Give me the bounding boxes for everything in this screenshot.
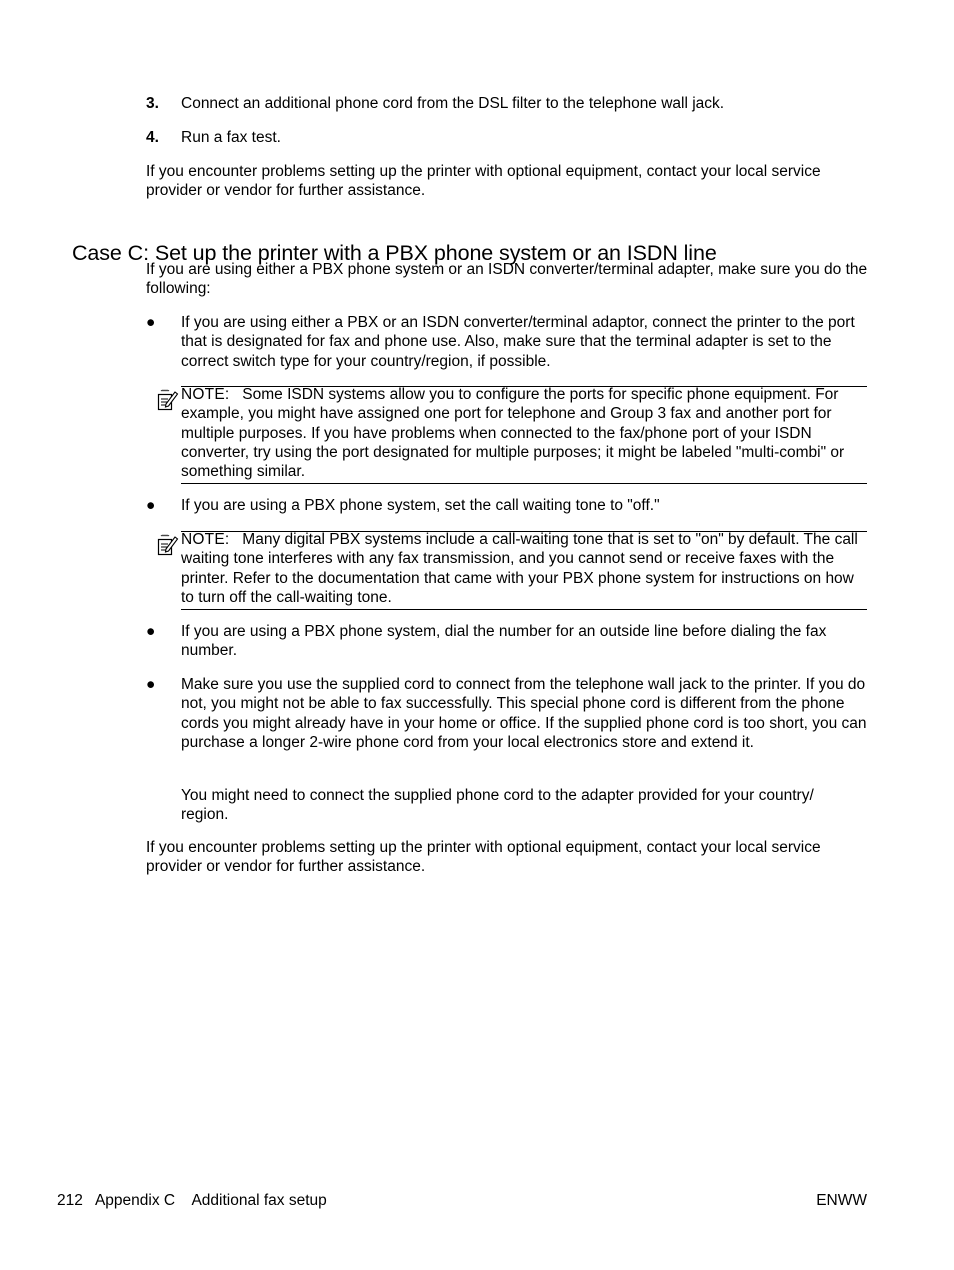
- step-text-3: Connect an additional phone cord from the DSL filter to the telephone wall jack.: [181, 95, 725, 112]
- note-bottom-rule: [181, 609, 867, 610]
- note-2: [181, 530, 867, 607]
- note-icon: [157, 389, 179, 411]
- footer-left: [57, 1191, 327, 1210]
- note-1: [181, 385, 867, 481]
- bullet-marker: ●: [146, 623, 156, 640]
- note-text: Many digital PBX systems include a call-waiting tone that is set to "on" by default. The call waiting tone interferes with any fax transmission, and you cannot send or receive faxes with the printer. Refer to the documentation that came with your PBX phone system for instructions on how to turn off the call-waiting tone.: [181, 531, 858, 606]
- bullet-marker: ●: [146, 676, 156, 693]
- note-text: Some ISDN systems allow you to configure the ports for specific phone equipment. For example, you might have assigned one port for telephone and Group 3 fax and another port for multiple purposes. If you have problems when connected to the fax/phone port of your ISDN converter, try using the port designated for multiple purposes; it might be labeled "multi-combi" or something similar.: [181, 386, 845, 481]
- closing-help-paragraph: If you encounter problems setting up the printer with optional equipment, contact your local service provider or vendor for further assistance.: [146, 839, 821, 876]
- note-label: NOTE:: [181, 531, 230, 548]
- bullet-text-1: If you are using either a PBX or an ISDN converter/terminal adaptor, connect the printer to the port that is designated for fax and phone use. Also, make sure that the terminal adapter is set to the correct switch type for your country/region, if possible.: [181, 314, 855, 370]
- page-number: 212: [57, 1192, 83, 1209]
- note-icon: [157, 534, 179, 556]
- step-text-4: Run a fax test.: [181, 129, 281, 146]
- footer-right: ENWW: [816, 1192, 867, 1209]
- help-paragraph: If you encounter problems setting up the printer with optional equipment, contact your local service provider or vendor for further assistance.: [146, 163, 821, 200]
- note-bottom-rule: [181, 483, 867, 484]
- bullet-marker: ●: [146, 314, 156, 331]
- footer-chapter: Additional fax setup: [191, 1192, 327, 1209]
- bullet-marker: ●: [146, 497, 156, 514]
- note-label: NOTE:: [181, 386, 230, 403]
- bullet-text-2: If you are using a PBX phone system, set the call waiting tone to "off.": [181, 497, 660, 514]
- section-heading: Case C: Set up the printer with a PBX phone system or an ISDN line: [72, 240, 717, 265]
- bullet-text-3: If you are using a PBX phone system, dial the number for an outside line before dialing the fax number.: [181, 623, 827, 660]
- bullet-sub-paragraph: You might need to connect the supplied phone cord to the adapter provided for your country/ region.: [181, 787, 814, 824]
- bullet-text-4: Make sure you use the supplied cord to connect from the telephone wall jack to the printer. If you do not, you might not be able to fax successfully. This special phone cord is different from the phone cords you might already have in your home or office. If the supplied phone cord is too short, you can purchase a longer 2-wire phone cord from your local electronics store and extend it.: [181, 676, 867, 751]
- step-number-4: 4.: [146, 129, 159, 146]
- footer-section: Appendix C: [94, 1192, 176, 1209]
- case-c-intro: If you are using either a PBX phone system or an ISDN converter/terminal adapter, make sure you do the following:: [146, 261, 868, 298]
- step-number-3: 3.: [146, 95, 159, 112]
